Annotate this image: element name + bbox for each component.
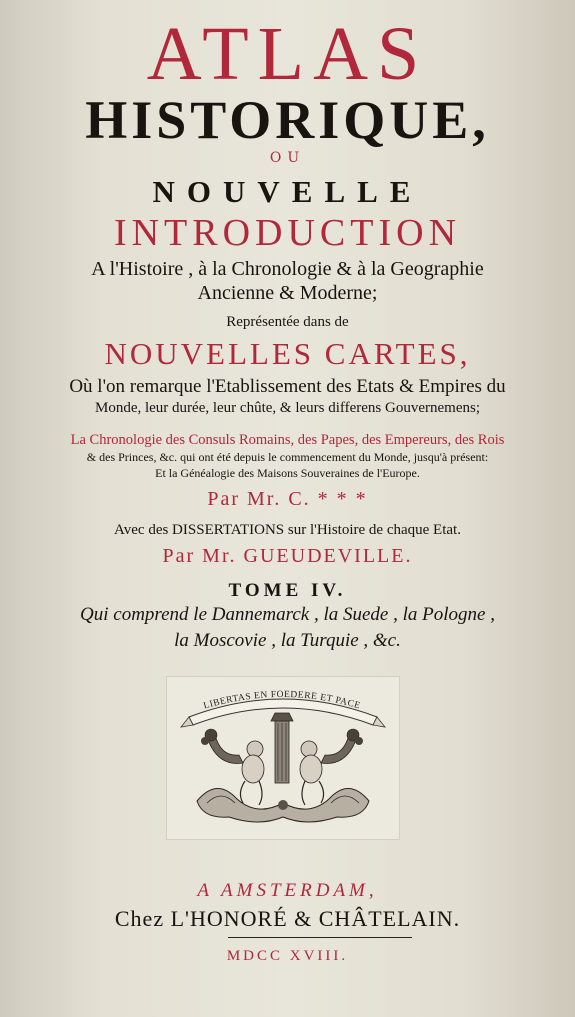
imprint-date: MDCC XVIII. xyxy=(226,948,349,964)
subtitle-line-2: Ancienne & Moderne; xyxy=(197,282,378,304)
subtitle-line-1: A l'Histoire , à la Chronologie & à la Geographie xyxy=(91,258,484,280)
imprint-city: A AMSTERDAM, xyxy=(197,880,378,901)
author-par-gueudeville: Par Mr. GUEUDEVILLE. xyxy=(162,545,413,567)
engraved-vignette xyxy=(166,676,400,840)
imprint-rule xyxy=(228,937,412,938)
subtitle-representee: Représentée dans de xyxy=(226,314,349,330)
author-avec-dissertations: Avec des DISSERTATIONS sur l'Histoire de chaque Etat. xyxy=(114,522,461,538)
subtitle-ou-lon: Où l'on remarque l'Etablissement des Etats & Empires du xyxy=(69,376,506,397)
title-atlas: ATLAS xyxy=(146,12,429,96)
svg-text:LIBERTAS EN FOEDERE ET PACE: LIBERTAS EN FOEDERE ET PACE xyxy=(202,689,362,712)
title-ou: OU xyxy=(269,150,306,166)
vignette-engraving-icon xyxy=(167,677,399,839)
subtitle-chronologie-1: La Chronologie des Consuls Romains, des Papes, des Empereurs, des Rois xyxy=(70,432,505,448)
title-introduction: INTRODUCTION xyxy=(113,212,462,254)
imprint-publisher: Chez L'HONORÉ & CHÂTELAIN. xyxy=(114,906,461,931)
title-historique: HISTORIQUE, xyxy=(85,90,490,150)
volume-contents-2: la Moscovie , la Turquie , &c. xyxy=(174,630,401,651)
subtitle-chronologie-3: Et la Généalogie des Maisons Souveraines de l'Europe. xyxy=(155,466,420,480)
title-nouvelle: NOUVELLE xyxy=(152,174,423,209)
subtitle-cartes: NOUVELLES CARTES, xyxy=(104,336,471,371)
volume-tome: TOME IV. xyxy=(228,580,347,601)
volume-contents-1: Qui comprend le Dannemarck , la Suede , la Pologne , xyxy=(80,604,495,625)
subtitle-monde: Monde, leur durée, leur chûte, & leurs differens Gouvernemens; xyxy=(94,400,480,416)
author-par-c: Par Mr. C. * * * xyxy=(207,488,368,510)
subtitle-chronologie-2: & des Princes, &c. qui ont été depuis le commencement du Monde, jusqu'à présent: xyxy=(86,450,489,464)
